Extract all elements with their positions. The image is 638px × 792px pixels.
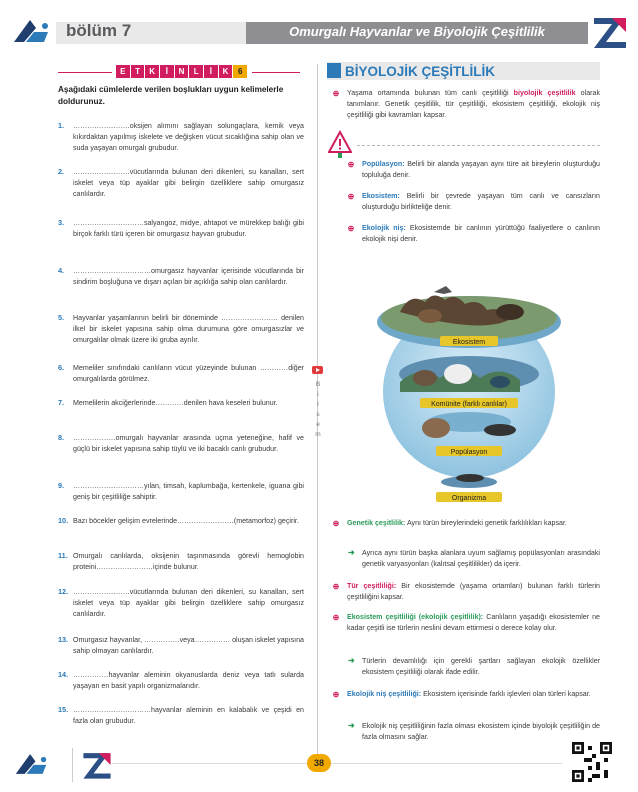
question-item: 3. …………………………salyangoz, midye, ahtapot ve mürekkep balığı gibi birçok farklı türü içeren bir omurgasız hayvan grubudur. <box>58 218 304 238</box>
level-label: Ekosistem <box>452 339 486 346</box>
question-item: 2. ……………………vücutlarında bulunan deri dikenleri, su kanalları, sert iskelet veya tüp ayaklar gibi belirgin özelliklere sahip omurgasız canlılardır. <box>58 167 304 198</box>
video-play-icon[interactable] <box>312 366 323 374</box>
instruction: Aşağıdaki cümlelerde verilen boşlukları uygun kelimelerle doldurunuz. <box>58 85 284 106</box>
bullet-icon: ⊕ <box>347 224 355 233</box>
activity-number: 6 <box>233 65 247 78</box>
dashed-divider <box>357 145 600 146</box>
arrow-icon: ➜ <box>348 656 355 665</box>
page-header <box>0 0 638 62</box>
question-item: 4. ……………………………omurgasız hayvanlar içerisinde vücutlarında bir sindirim boşluğuna ve dışarı açılan bir açıklığa sahip olan canlılardır. <box>58 266 304 286</box>
bullet-icon: ⊕ <box>332 519 340 528</box>
intro-paragraph: Yaşama ortamında bulunan tüm canlı çeşitliliği biyolojik çeşitlilik olarak tanımlanır. Genetik çeşitlilik, tür çeşitliliği, ekosistem çeşitliliği, ekolojik niş çeşitliliği gibi kavramları kapsar. <box>347 89 601 119</box>
question-item: 11. Omurgalı canlılarda, oksijenin taşınmasında görevli hemoglobin proteini……………………içinde bulunur. <box>58 551 304 571</box>
section-item: Genetik çeşitlilik: Aynı türün bireylerindeki genetik farklılıkları kapsar. <box>347 519 567 527</box>
arrow-icon: ➜ <box>348 548 355 557</box>
section-subitem: Türlerin devamlılığı için gerekli şartları sağlayan ekolojik özellikler ekosistem çeşitliliği olarak ifade edilir. <box>362 657 600 676</box>
section-subitem: Ayrıca aynı türün başka alanlara uyum sağlamış popülasyonları arasındaki genetik varyasyonları (kalıtsal çeşitlilikler) da içerir. <box>362 549 600 568</box>
qr-code-icon[interactable] <box>572 742 612 782</box>
section-marker-icon <box>327 63 341 78</box>
definition-item: Popülasyon: Belirli bir alanda yaşayan aynı türe ait bireylerin oluşturduğu topluluğa denir. <box>362 160 600 179</box>
question-item: 5. Hayvanlar yaşamlarının belirli bir döneminde …………………… denilen ilkel bir iskelet yapısına sahip olma durumuna göre omurgasızlar ve omurgalılar olmak üzere iki gruba ayrılır. <box>58 313 304 344</box>
question-item: 15. ……………………………hayvanlar aleminin en kalabalık ve çeşidi en fazla olan grubudur. <box>58 705 304 725</box>
level-label: Organizma <box>451 495 487 502</box>
question-item: 13. Omurgasız hayvanlar, ……………veya…………… oluşan iskelet yapısına sahip olmayan canlılardır. <box>58 635 304 655</box>
question-item: 10. Bazı böcekler gelişim evrelerinde……………………(metamorfoz) geçirir. <box>58 516 299 525</box>
footer-rule <box>112 763 562 764</box>
bullet-icon: ⊕ <box>332 613 340 622</box>
warning-icon <box>328 130 352 158</box>
section-item: Ekosistem çeşitliliği (ekolojik çeşitlilik): Canlıların yaşadığı ekosistemler ne kadar çeşitli ise türlerin neslini devam ettirmesi o derece kolay olur. <box>347 613 600 632</box>
z-brand-icon <box>590 12 630 52</box>
footer-z-brand-icon <box>80 748 114 782</box>
question-item: 8. ………………omurgalı hayvanlar arasında uçma yeteneğine, hafif ve güçlü bir iskelet yapısına sahip tüylü ve iki bacaklı canlı grubudur. <box>58 433 304 453</box>
bullet-icon: ⊕ <box>347 160 355 169</box>
question-item: 6. Memeliler sınıfındaki canlıların vücut yüzeyinde bulunan …………diğer omurgalılarda görülmez. <box>58 363 304 383</box>
section-title: BİYOLOJİK ÇEŞİTLİLİK <box>345 64 496 79</box>
question-item: 14. ……………hayvanlar aleminin okyanuslarda deniz veya tatlı sularda yaşayan en basit yapılı organizmalarıdır. <box>58 670 304 690</box>
bilsem-label: B i l s e m <box>315 381 321 438</box>
biodiversity-levels-illustration <box>370 282 568 512</box>
question-item: 9. …………………………yılan, timsah, kaplumbağa, kertenkele, iguana gibi geniş bir çeşitliliğe sahiptir. <box>58 481 304 501</box>
bullet-icon: ⊕ <box>332 690 340 699</box>
page-number: 38 <box>307 754 331 772</box>
bullet-icon: ⊕ <box>332 582 340 591</box>
section-item: Ekolojik niş çeşitliliği: Ekosistem içerisinde farklı işlevleri olan türleri kapsar. <box>347 690 591 698</box>
page-title: Omurgalı Hayvanlar ve Biyolojik Çeşitlilik <box>289 24 545 39</box>
question-item: 1. ……………………oksijen alımını sağlayan solungaçlara, kemik veya kıkırdaktan yapılmış iskelete ve değişken vücut sıcaklığına sahip olan ve suda yaşayan omurgalı grubudur. <box>58 121 304 152</box>
chapter-label: bölüm 7 <box>66 21 132 40</box>
footer-publisher-logo-icon <box>14 752 48 776</box>
question-item: 7. Memelilerin akciğerlerinde…………denilen hava keseleri bulunur. <box>58 398 278 407</box>
section-subitem: Ekolojik niş çeşitliliğinin fazla olması ekosistem içinde biyolojik çeşitliliğin de fazla olmasını sağlar. <box>362 722 600 741</box>
bullet-icon: ⊕ <box>332 89 340 98</box>
activity-badge: E T K İ N L İ K 6 <box>116 65 248 78</box>
arrow-icon: ➜ <box>348 721 355 730</box>
definition-item: Ekosistem: Belirli bir çevrede yaşayan tüm canlı ve cansızların oluşturduğu birlikteliğe denir. <box>362 192 600 211</box>
footer-divider <box>72 748 73 782</box>
definition-item: Ekolojik niş: Ekosistemde bir canlının yürüttüğü faaliyetlere o canlının ekolojik nişi denir. <box>362 224 600 243</box>
level-label: Komünite (farklı canlılar) <box>431 401 507 408</box>
question-item: 12. ……………………vücutlarında bulunan deri dikenleri, su kanalları, sert iskelet veya tüp ayaklar gibi belirgin özelliklere sahip omurgasız canlılardır. <box>58 587 304 618</box>
section-item: Tür çeşitliliği: Bir ekosistemde (yaşama ortamları) bulunan farklı türlerin çeşitliliğini kapsar. <box>347 582 600 601</box>
level-label: Popülasyon <box>450 449 488 456</box>
bullet-icon: ⊕ <box>347 192 355 201</box>
publisher-logo-icon <box>12 18 50 44</box>
